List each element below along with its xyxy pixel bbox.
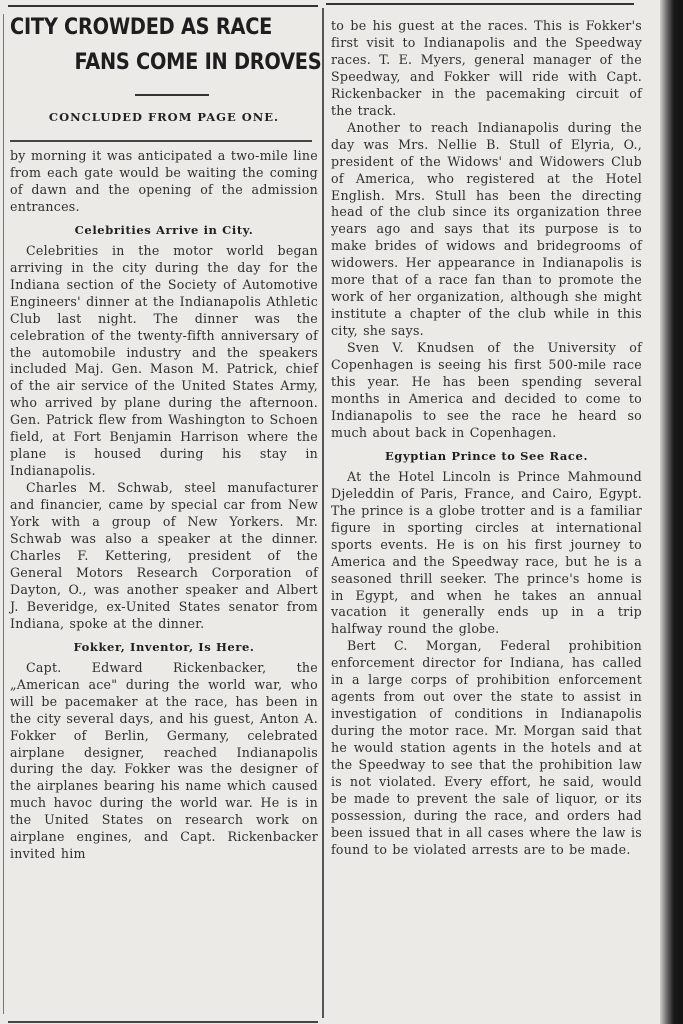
subhead-fokker: Fokker, Inventor, Is Here. [73, 639, 255, 654]
subhead-egyptian-prince: Egyptian Prince to See Race. [384, 448, 589, 463]
paragraph: by morning it was anticipated a two-mile line from each gate would be waiting the coming of dawn and the opening of the admission entrances. [10, 148, 318, 214]
paragraph: Capt. Edward Rickenbacker, the „American ace" during the world war, who will be pacemaker at the race, has been in the city several days, and his guest, Anton A. Fokker of Berlin, Germany, celebrated airplane designer, reached Indianapolis during the day. Fokker was the designer of the airplanes bearing his name which caused much havoc during the world war. He is in the United States on research work on airplane engines, and Capt. Rickenbacker invited him [10, 659, 318, 862]
paragraph: Charles M. Schwab, steel manufacturer and financier, came by special car from New York with a group of New Yorkers. Mr. Schwab was also a speaker at the dinner. Charles F. Kettering, president of the General Motors Research Corporation of Dayton, O., was another speaker and Albert J. Beveridge, ex-United States senator from Indiana, spoke at the dinner. [10, 480, 318, 631]
left-column-border [3, 14, 4, 1014]
paragraph: to be his guest at the races. This is Fokker's first visit to Indianapolis and the Speedway races. T. E. Myers, general manager of the Speedway, and Fokker will ride with Capt. Rickenbacker in the pacemaking circuit of the track. [331, 18, 642, 118]
top-rule-right [326, 0, 634, 5]
headline [10, 14, 322, 76]
deck-line: CONCLUDED FROM PAGE ONE. [48, 110, 280, 124]
right-column-body [331, 18, 642, 859]
paragraph: Sven V. Knudsen of the University of Copenhagen is seeing his first 500-mile race this year. He has been spending several months in America and decided to come to Indianapolis to see the race he heard so much about back in Copenhagen. [331, 340, 642, 440]
headline-line-2: FANS COME IN DROVES [74, 49, 322, 75]
right-column [331, 18, 642, 859]
paragraph: Another to reach Indianapolis during the day was Mrs. Nellie B. Stull of Elyria, O., president of the Widows' and Widowers Club of America, who registered at the Hotel English. Mrs. Stull has been the directing head of the club since its organization three years ago and says that its purpose is to make brides of widows and bridegrooms of widowers. Her appearance in Indianapolis is more that of a race fan than to promote the work of her organization, although she might institute a chapter of the club while in this city, she says. [331, 119, 642, 339]
paragraph: Celebrities in the motor world began arriving in the city during the day for the Indiana section of the Society of Automotive Engineers' dinner at the Indianapolis Athletic Club last night. The dinner was the celebration of the twenty-fifth anniversary of the automobile industry and the speakers included Maj. Gen. Mason M. Patrick, chief of the air service of the United States Army, who arrived by plane during the afternoon. Gen. Patrick flew from Washington to Schoen field, at Fort Benjamin Harrison where the plane is housed during his stay in Indianapolis. [10, 242, 318, 479]
paragraph: Bert C. Morgan, Federal prohibition enforcement director for Indiana, has called in a large corps of prohibition enforcement agents from out over the state to assist in investigation of conditions in Indianapolis during the motor race. Mr. Morgan said that he would station agents in the hotels and at the Speedway to see that the prohibition law is not violated. Every effort, he said, would be made to prevent the sale of liquor, or its possession, during the race, and orders had been issued that in all cases where the law is found to be violated arrests are to be made. [331, 638, 642, 857]
section-rule [10, 140, 312, 142]
scan-edge-shadow [660, 0, 683, 1024]
column-divider [322, 8, 324, 1018]
deck-rule [135, 94, 209, 96]
paragraph: At the Hotel Lincoln is Prince Mahmound Djeleddin of Paris, France, and Cairo, Egypt. The prince is a globe trotter and is a familiar figure in sporting circles at international sports events. He is on his first journey to America and the Speedway race, but he is a seasoned thrill seeker. The prince's home is in Egypt, and when he takes an annual vacation it generally ends up in a trip halfway round the globe. [331, 468, 642, 637]
left-column [10, 14, 322, 863]
top-rule-left [8, 0, 318, 7]
subhead-celebrities: Celebrities Arrive in City. [74, 222, 254, 237]
headline-line-1: CITY CROWDED AS RACE [10, 14, 273, 40]
bottom-rule [8, 1021, 318, 1023]
left-column-body [10, 148, 318, 863]
